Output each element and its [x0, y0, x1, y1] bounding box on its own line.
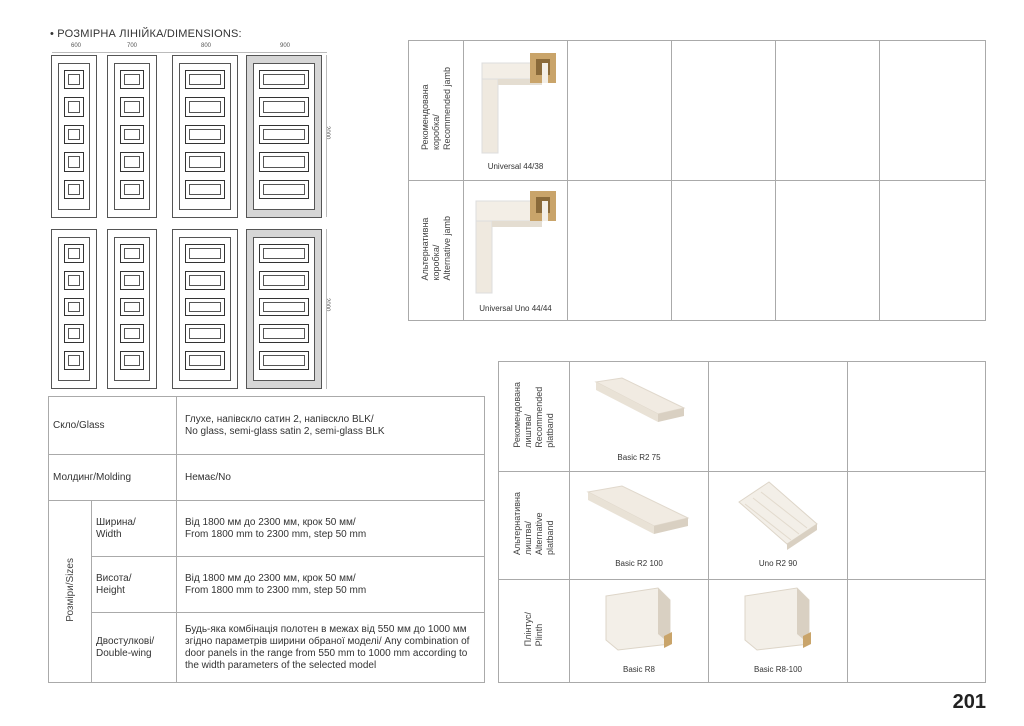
width-label-600: 600	[70, 43, 81, 49]
height-label-bottom: 2000	[324, 298, 330, 312]
recommended-jamb-label-cell	[409, 41, 464, 181]
door-panel	[259, 180, 309, 199]
width-label-700: 700	[126, 43, 137, 49]
door-panel	[259, 351, 309, 370]
width-value: Від 1800 мм до 2300 мм, крок 50 мм/ From 1800 mm to 2300 mm, step 50 mm	[177, 501, 485, 557]
platband-image-basic-r2-100	[586, 484, 692, 538]
jamb-empty-6	[672, 181, 776, 321]
alternative-platband-caption-2: Uno R2 90	[758, 559, 798, 568]
plinth-cell-1	[570, 580, 709, 683]
door-panel	[120, 152, 144, 171]
alternative-platband-cell-2	[709, 472, 848, 580]
door-drawing-bottom-2	[107, 229, 157, 389]
jamb-empty-5	[568, 181, 672, 321]
recommended-jamb-label: Рекомендована коробка/ Recommended jamb	[419, 66, 452, 151]
door-panel	[64, 70, 84, 89]
door-panel	[120, 125, 144, 144]
recommended-jamb-caption: Universal 44/38	[487, 162, 544, 171]
recommended-platband-label-cell	[499, 362, 570, 472]
door-panel	[64, 298, 84, 317]
door-panel	[185, 180, 225, 199]
door-panel	[64, 351, 84, 370]
double-wing-value: Будь-яка комбінація полотен в межах від 550 мм до 1000 мм згідно параметрів ширини обраної моделі/ Any combination of door panels in the range from 550 mm to 1000 mm according to the width parameters of the selected model	[177, 613, 485, 683]
alternative-platband-cell-1	[570, 472, 709, 580]
door-panel	[64, 244, 84, 263]
door-panel	[64, 271, 84, 290]
door-frame	[114, 63, 150, 210]
door-panel	[259, 152, 309, 171]
door-panel	[120, 298, 144, 317]
plinth-image-basic-r8-100	[743, 586, 815, 652]
door-frame	[58, 63, 90, 210]
door-panel	[185, 271, 225, 290]
alternative-jamb-label-cell	[409, 181, 464, 321]
height-value: Від 1800 мм до 2300 мм, крок 50 мм/ From 1800 mm to 2300 mm, step 50 mm	[177, 557, 485, 613]
page-number: 201	[952, 691, 986, 713]
door-panel	[259, 70, 309, 89]
door-panel	[185, 125, 225, 144]
jamb-image-uno	[472, 187, 562, 297]
plinth-label-cell	[499, 580, 570, 683]
jamb-empty-7	[776, 181, 880, 321]
double-wing-label: Двостулкові/ Double-wing	[92, 613, 177, 683]
jamb-image-universal	[476, 49, 562, 157]
door-panel	[259, 324, 309, 343]
door-panel	[64, 152, 84, 171]
height-guide-bottom	[326, 229, 327, 389]
door-drawing-bottom-4	[246, 229, 322, 389]
jamb-empty-1	[568, 41, 672, 181]
door-panel	[185, 97, 225, 116]
recommended-jamb-cell	[464, 41, 568, 181]
height-label: Висота/ Height	[92, 557, 177, 613]
width-label-800: 800	[200, 43, 211, 49]
door-panel	[64, 180, 84, 199]
door-panel	[259, 125, 309, 144]
height-label-top: 2000	[324, 126, 330, 140]
sizes-label: Розміри/Sizes	[64, 557, 76, 622]
molding-value: Немає/No	[177, 455, 485, 501]
door-panel	[259, 271, 309, 290]
door-panel	[259, 97, 309, 116]
door-panel	[64, 97, 84, 116]
door-panel	[185, 324, 225, 343]
door-panel	[259, 244, 309, 263]
width-label-900: 900	[279, 43, 290, 49]
jamb-empty-4	[880, 41, 986, 181]
platband-empty-3	[848, 472, 986, 580]
height-guide-top	[326, 55, 327, 217]
platband-table	[498, 361, 986, 683]
jamb-empty-2	[672, 41, 776, 181]
door-drawing-bottom-3	[172, 229, 238, 389]
door-drawing-bottom-1	[51, 229, 97, 389]
sizes-label-cell	[49, 501, 92, 683]
recommended-platband-label: Рекомендована лиштва/ Recommended platband	[512, 381, 555, 448]
recommended-platband-caption: Basic R2 75	[617, 453, 661, 462]
door-panel	[120, 271, 144, 290]
door-panel	[64, 324, 84, 343]
molding-label: Молдинг/Molding	[49, 455, 177, 501]
alternative-jamb-caption: Universal Uno 44/44	[479, 304, 552, 313]
width-guide-line	[52, 52, 327, 53]
jamb-table	[408, 40, 986, 321]
door-panel	[64, 125, 84, 144]
platband-image-uno-r2-90	[735, 478, 821, 550]
door-panel	[185, 70, 225, 89]
plinth-label: Плінтус/ Plinth	[523, 611, 544, 647]
door-drawing-top-2	[107, 55, 157, 218]
door-panel	[185, 152, 225, 171]
door-panel	[120, 180, 144, 199]
platband-empty-2	[848, 362, 986, 472]
width-label: Ширина/ Width	[92, 501, 177, 557]
door-panel	[259, 298, 309, 317]
door-frame	[58, 237, 90, 381]
door-panel	[185, 351, 225, 370]
door-drawing-top-3	[172, 55, 238, 218]
section-heading: • РОЗМІРНА ЛІНІЙКА/DIMENSIONS:	[50, 28, 242, 40]
door-frame	[253, 237, 315, 381]
glass-label: Скло/Glass	[49, 397, 177, 455]
glass-value: Глухе, напівскло сатин 2, напівскло BLK/ No glass, semi-glass satin 2, semi-glass BLK	[177, 397, 485, 455]
plinth-caption-2: Basic R8-100	[753, 665, 803, 674]
door-panel	[120, 244, 144, 263]
door-frame	[114, 237, 150, 381]
door-panel	[185, 298, 225, 317]
alternative-jamb-cell	[464, 181, 568, 321]
platband-empty-1	[709, 362, 848, 472]
door-frame	[179, 237, 231, 381]
door-panel	[120, 70, 144, 89]
platband-image-basic-r2-75	[592, 376, 688, 426]
door-frame	[253, 63, 315, 210]
door-panel	[185, 244, 225, 263]
door-panel	[120, 97, 144, 116]
alternative-jamb-label: Альтернативна коробка/ Alternative jamb	[419, 216, 452, 281]
specs-table	[48, 396, 485, 683]
door-panel	[120, 324, 144, 343]
plinth-caption-1: Basic R8	[622, 665, 655, 674]
door-frame	[179, 63, 231, 210]
alternative-platband-label: Альтернативна лиштва/ Alternative platband	[512, 492, 555, 555]
jamb-empty-3	[776, 41, 880, 181]
door-drawing-top-4	[246, 55, 322, 218]
door-drawing-top-1	[51, 55, 97, 218]
recommended-platband-cell	[570, 362, 709, 472]
alternative-platband-caption-1: Basic R2 100	[615, 559, 663, 568]
door-panel	[120, 351, 144, 370]
plinth-cell-2	[709, 580, 848, 683]
platband-empty-4	[848, 580, 986, 683]
jamb-empty-8	[880, 181, 986, 321]
alternative-platband-label-cell	[499, 472, 570, 580]
plinth-image-basic-r8	[604, 586, 676, 652]
